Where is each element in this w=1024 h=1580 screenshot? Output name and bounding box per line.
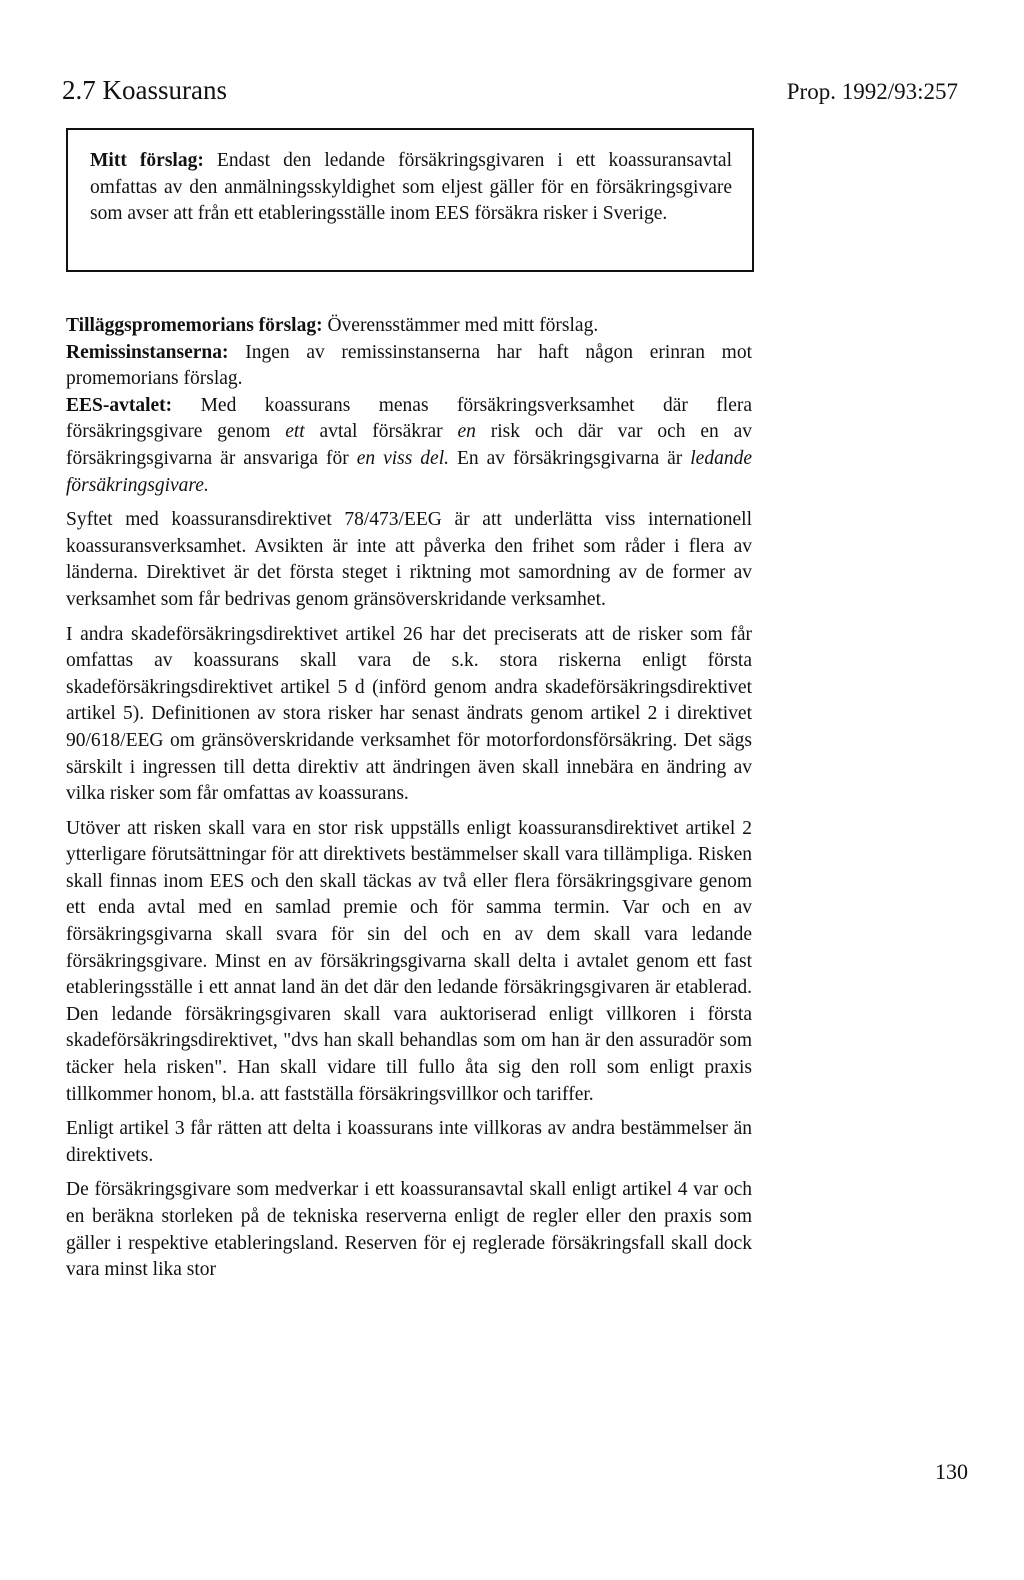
paragraph-artikel-4: De försäkringsgivare som medverkar i ett koassuransavtal skall enligt artikel 4 var och en beräkna storleken på de tekniska reserverna enligt de regler eller den praxis som gäller i respektive etableringsland. Reserven för ej reglerade försäkringsfall skall dock vara minst lika stor: [66, 1179, 752, 1281]
paragraph-syftet: Syftet med koassuransdirektivet 78/473/EEG är att underlätta viss internationell koassuransverksamhet. Avsikten är inte att påverka den frihet som råder i flera av länderna. Direktivet är det första steget i riktning mot samordning av de former av verksamhet som får bedrivas genom gränsöverskridande verksamhet.: [66, 509, 752, 610]
proposition-reference: Prop. 1992/93:257: [786, 79, 958, 104]
paragraph-text: risk och där var och en av försäkringsgivarna är ansvariga för: [66, 421, 752, 469]
proposal-text: Endast den ledande försäkringsgivaren i ett koassuransavtal omfattas av den anmälningsskyldighet som eljest gäller för en försäkringsgivare som avser att från ett etableringsställe inom EES försäkra risker i Sverige.: [90, 150, 733, 224]
paragraph-label: Remissinstanserna:: [66, 341, 229, 363]
emphasis-text: ledande försäkringsgivare.: [66, 447, 752, 496]
emphasis-text: en viss del.: [356, 447, 449, 469]
paragraph-remissinstanserna: [66, 340, 752, 393]
paragraph-utover: Utöver att risken skall vara en stor risk uppställs enligt koassuransdirektivet artikel 2 ytterligare förutsättningar för att direktivets bestämmelser skall vara tillämpliga. Risken skall finnas inom EES och den skall täckas av två eller flera försäkringsgivare genom ett enda avtal med en samlad premie och för samma termin. Var och en av försäkringsgivarna skall svara för sin del och en av dem skall vara ledande försäkringsgivare. Minst en av försäkringsgivarna skall delta i avtalet genom ett fast etableringsställe i ett annat land än det där den ledande försäkringsgivaren är etablerad. Den ledande försäkringsgivaren skall vara auktoriserad enligt villkoren i första skadeförsäkringsdirektivet, "dvs han skall behandlas som om han är den assuradör som täcker hela risken". Han skall vidare till fullo åta sig den roll som enligt praxis tillkommer honom, bl.a. att fastställa försäkringsvillkor och tariffer.: [66, 817, 752, 1105]
paragraph-label: EES-avtalet:: [66, 394, 173, 416]
paragraph-text: En av försäkringsgivarna är: [448, 447, 691, 469]
paragraph-tillaggspromemoria: [66, 313, 752, 340]
emphasis-text: en: [457, 421, 476, 443]
paragraph-text: Ingen av remissinstanserna har haft någon erinran mot promemorians förslag.: [66, 341, 752, 390]
proposal-label: Mitt förslag:: [90, 150, 204, 171]
page-number: 130: [935, 1459, 968, 1484]
paragraph-artikel-3: Enligt artikel 3 får rätten att delta i koassurans inte villkoras av andra bestämmelser än direktivets.: [66, 1118, 752, 1166]
paragraph-label: Tilläggspromemorians förslag:: [66, 315, 323, 336]
proposal-box: [66, 128, 754, 272]
paragraph-ees-avtalet: [66, 393, 752, 499]
paragraph-text: Med koassurans menas försäkringsverksamhet där flera försäkringsgivare genom: [66, 394, 752, 443]
emphasis-text: ett: [285, 421, 305, 443]
section-title: 2.7 Koassurans: [62, 75, 227, 105]
paragraph-text: avtal försäkrar: [304, 421, 458, 443]
body-text: [66, 313, 752, 1292]
paragraph-text: Överensstämmer med mitt förslag.: [322, 315, 599, 336]
paragraph-andra-skadeforsakringsdirektivet: I andra skadeförsäkringsdirektivet artikel 26 har det preciserats att de risker som får omfattas av koassurans skall vara de s.k. stora riskerna enligt första skadeförsäkringsdirektivet artikel 5 d (införd genom andra skadeförsäkringsdirektivet artikel 5). Definitionen av stora risker har senast ändrats genom artikel 2 i direktivet 90/618/EEG om gränsöverskridande verksamhet för motorfordonsförsäkring. Det sägs särskilt i ingressen till detta direktiv att ändringen även skall innebära en ändring av vilka risker som får omfattas av koassurans.: [66, 623, 752, 805]
